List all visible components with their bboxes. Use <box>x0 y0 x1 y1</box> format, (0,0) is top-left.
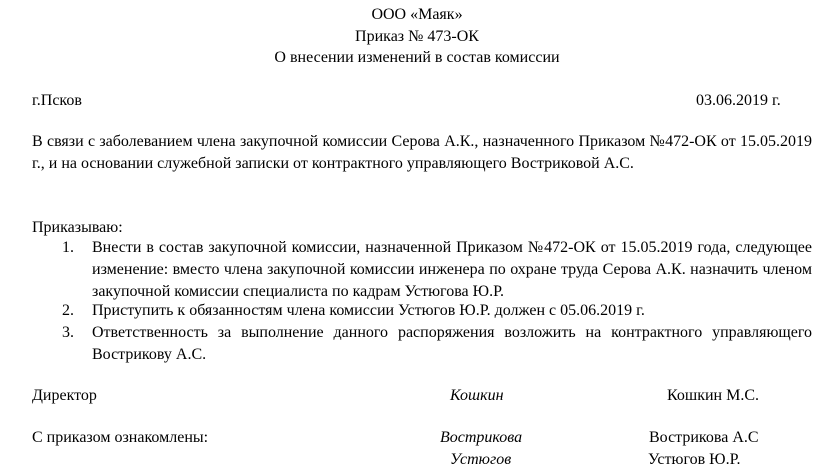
acquainted-label: С приказом ознакомлены: <box>32 429 209 446</box>
acquainted-signature: Устюгов <box>450 451 512 468</box>
item-text: Внести в состав закупочной комиссии, назначенной Приказом №472-ОК от 15.05.2019 года, следующее изменение: вместо члена закупочной комиссии инженера по охране труда Серова А.К. назначить членом закупочной комиссии специалиста по кадрам Устюгова Ю.Р. <box>92 239 812 300</box>
director-label: Директор <box>32 387 97 404</box>
item-number: 3. <box>62 324 74 341</box>
director-signature: Кошкин <box>450 387 504 404</box>
organization-name: ООО «Маяк» <box>371 6 463 23</box>
order-number: Приказ № 473-ОК <box>355 28 479 45</box>
item-text: Приступить к обязанностям члена комиссии Устюгов Ю.Р. должен с 05.06.2019 г. <box>92 302 645 319</box>
item-number: 1. <box>62 239 74 256</box>
order-subject: О внесении изменений в состав комиссии <box>274 49 560 66</box>
item-text: Ответственность за выполнение данного распоряжения возложить на контрактного управляющего Вострикову А.С. <box>92 324 812 363</box>
acquainted-name: Устюгов Ю.Р. <box>648 451 741 468</box>
city: г.Псков <box>32 92 82 109</box>
acquainted-name: Вострикова А.С <box>649 429 759 446</box>
order-date: 03.06.2019 г. <box>696 92 781 109</box>
preamble-paragraph: В связи с заболеванием члена закупочной комиссии Серова А.К., назначенного Приказом №472-ОК от 15.05.2019 г., и на основании служебной записки от контрактного управляющего Востриковой А.С. <box>32 133 812 172</box>
item-number: 2. <box>62 302 74 319</box>
director-name: Кошкин М.С. <box>667 387 759 404</box>
acquainted-signature: Вострикова <box>440 429 523 446</box>
order-word: Приказываю: <box>32 219 123 236</box>
